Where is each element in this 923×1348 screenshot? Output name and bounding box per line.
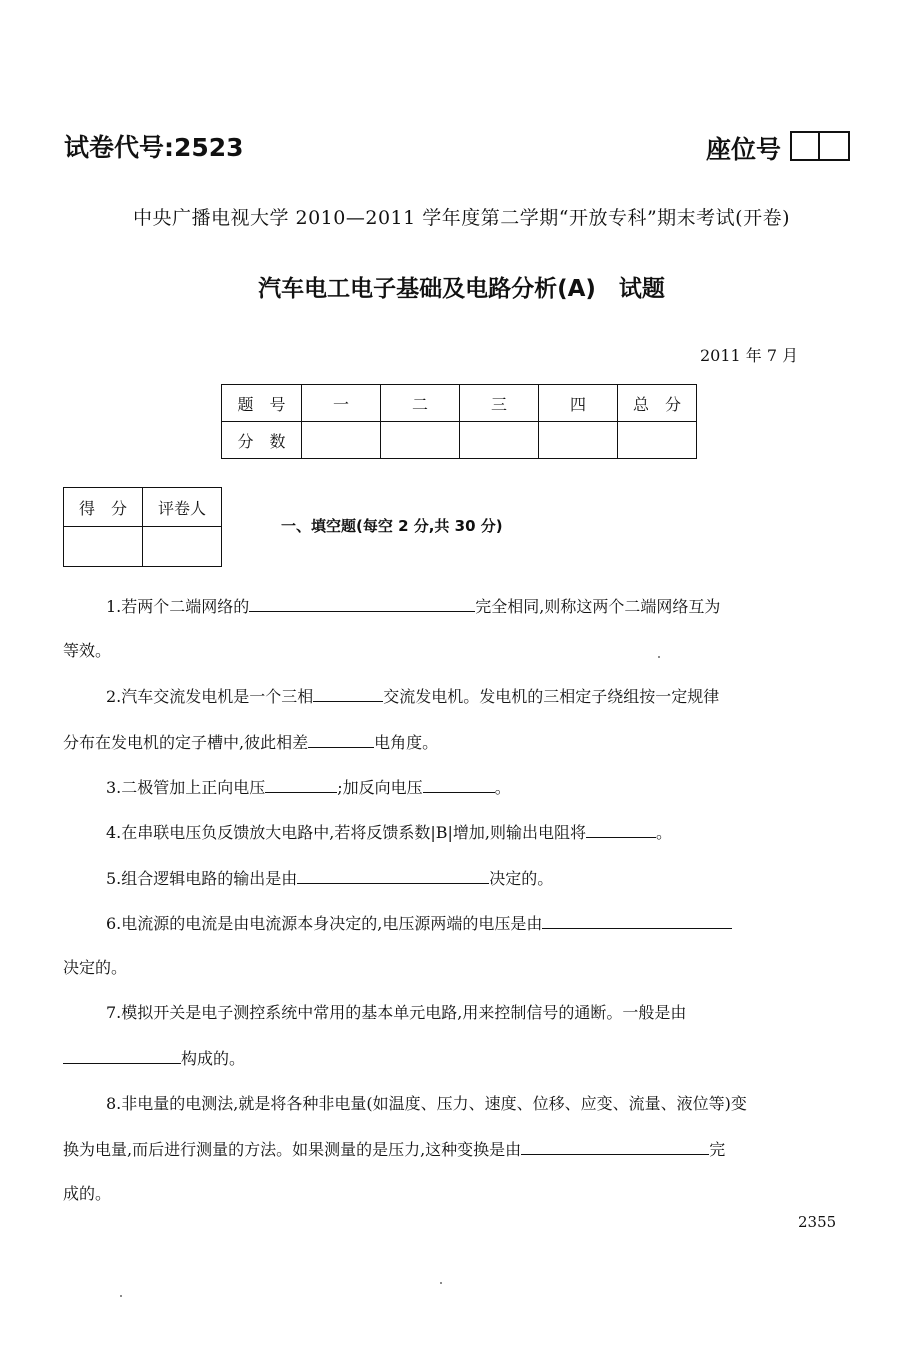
grader-name-cell[interactable] <box>143 527 222 567</box>
question-5-blank[interactable] <box>297 867 489 884</box>
scan-speck <box>120 1295 122 1297</box>
grader-table-grader-header: 评卷人 <box>143 488 222 527</box>
question-8-blank[interactable] <box>521 1138 709 1155</box>
question-2-text-b: 交流发电机。发电机的三相定子绕组按一定规律 <box>383 687 720 706</box>
question-2-blank-1[interactable] <box>313 685 383 702</box>
question-3-text-a: 3.二极管加上正向电压 <box>106 778 266 797</box>
seat-number-box <box>820 131 850 161</box>
score-cell[interactable] <box>539 422 618 459</box>
seat-number-boxes <box>790 131 850 161</box>
question-1-line-2 <box>63 640 111 662</box>
question-4-line <box>106 821 672 844</box>
question-6-line-1 <box>106 912 732 935</box>
question-6-blank[interactable] <box>542 912 732 929</box>
grader-score-cell[interactable] <box>64 527 143 567</box>
question-1-text-a: 1.若两个二端网络的 <box>106 597 250 616</box>
score-cell[interactable] <box>618 422 697 459</box>
question-8-text-a: 8.非电量的电测法,就是将各种非电量(如温度、压力、速度、位移、应变、流量、液位等)变 <box>106 1094 747 1113</box>
question-7-text-b: 构成的。 <box>181 1049 246 1068</box>
question-3-blank-1[interactable] <box>265 776 337 793</box>
score-cell[interactable] <box>381 422 460 459</box>
question-5-line <box>106 867 553 890</box>
page-number: 2355 <box>798 1213 837 1231</box>
score-table-column-header: 一 <box>302 385 381 422</box>
question-2-line-2 <box>63 731 438 754</box>
score-table-column-header: 三 <box>460 385 539 422</box>
question-2-text-a: 2.汽车交流发电机是一个三相 <box>106 687 314 706</box>
question-8-text-d: 成的。 <box>63 1184 112 1203</box>
score-table <box>221 384 697 459</box>
question-1-blank[interactable] <box>249 595 475 612</box>
score-table-row-label: 题 号 <box>222 385 302 422</box>
seat-number-box <box>790 131 820 161</box>
question-8-line-2 <box>63 1138 725 1161</box>
exam-header: 中央广播电视大学 2010—2011 学年度第二学期“开放专科”期末考试(开卷) <box>132 207 791 229</box>
score-table-column-header: 四 <box>539 385 618 422</box>
score-table-column-header: 二 <box>381 385 460 422</box>
question-6-line-2 <box>63 957 127 979</box>
scan-speck <box>658 656 660 658</box>
question-7-blank[interactable] <box>63 1047 181 1064</box>
question-1-line-1 <box>106 595 720 618</box>
score-cell[interactable] <box>460 422 539 459</box>
question-7-line-1 <box>106 1002 686 1024</box>
exam-date: 2011 年 7 月 <box>700 346 799 365</box>
score-table-header-row <box>222 385 697 422</box>
exam-title: 汽车电工电子基础及电路分析(A) 试题 <box>258 276 665 302</box>
grader-table-entry-row <box>64 527 222 567</box>
question-3-text-b: ;加反向电压 <box>337 778 423 797</box>
question-1-text-b: 完全相同,则称这两个二端网络互为 <box>475 597 721 616</box>
question-3-line <box>106 776 511 799</box>
grader-table-score-header: 得 分 <box>64 488 143 527</box>
question-5-text-a: 5.组合逻辑电路的输出是由 <box>106 869 298 888</box>
question-2-text-c: 分布在发电机的定子槽中,彼此相差 <box>63 733 309 752</box>
grader-table <box>63 487 222 567</box>
score-table-score-row <box>222 422 697 459</box>
question-1-text-c: 等效。 <box>63 641 112 660</box>
grader-table-header-row <box>64 488 222 527</box>
seat-number-label: 座位号 <box>706 135 782 164</box>
question-7-text-a: 7.模拟开关是电子测控系统中常用的基本单元电路,用来控制信号的通断。一般是由 <box>106 1003 687 1022</box>
question-8-line-1 <box>106 1093 747 1115</box>
question-2-blank-2[interactable] <box>308 731 374 748</box>
paper-code: 试卷代号:2523 <box>64 133 244 162</box>
question-2-line-1 <box>106 685 719 708</box>
question-3-blank-2[interactable] <box>423 776 495 793</box>
question-4-text-b: 。 <box>655 823 672 842</box>
question-4-text-a: 4.在串联电压负反馈放大电路中,若将反馈系数|B|增加,则输出电阻将 <box>106 823 586 842</box>
section-title: 一、填空题(每空 2 分,共 30 分) <box>281 517 503 535</box>
question-6-text-b: 决定的。 <box>63 958 128 977</box>
question-3-text-c: 。 <box>494 778 511 797</box>
score-cell[interactable] <box>302 422 381 459</box>
question-8-line-3 <box>63 1183 111 1205</box>
scan-speck <box>440 1282 442 1284</box>
question-8-text-c: 完 <box>709 1140 726 1159</box>
question-6-text-a: 6.电流源的电流是由电流源本身决定的,电压源两端的电压是由 <box>106 914 543 933</box>
question-8-text-b: 换为电量,而后进行测量的方法。如果测量的是压力,这种变换是由 <box>63 1140 522 1159</box>
score-table-column-header: 总 分 <box>618 385 697 422</box>
question-5-text-b: 决定的。 <box>489 869 554 888</box>
score-table-row-label: 分 数 <box>222 422 302 459</box>
question-2-text-d: 电角度。 <box>374 733 439 752</box>
question-7-line-2 <box>63 1047 245 1070</box>
question-4-blank[interactable] <box>586 821 656 838</box>
